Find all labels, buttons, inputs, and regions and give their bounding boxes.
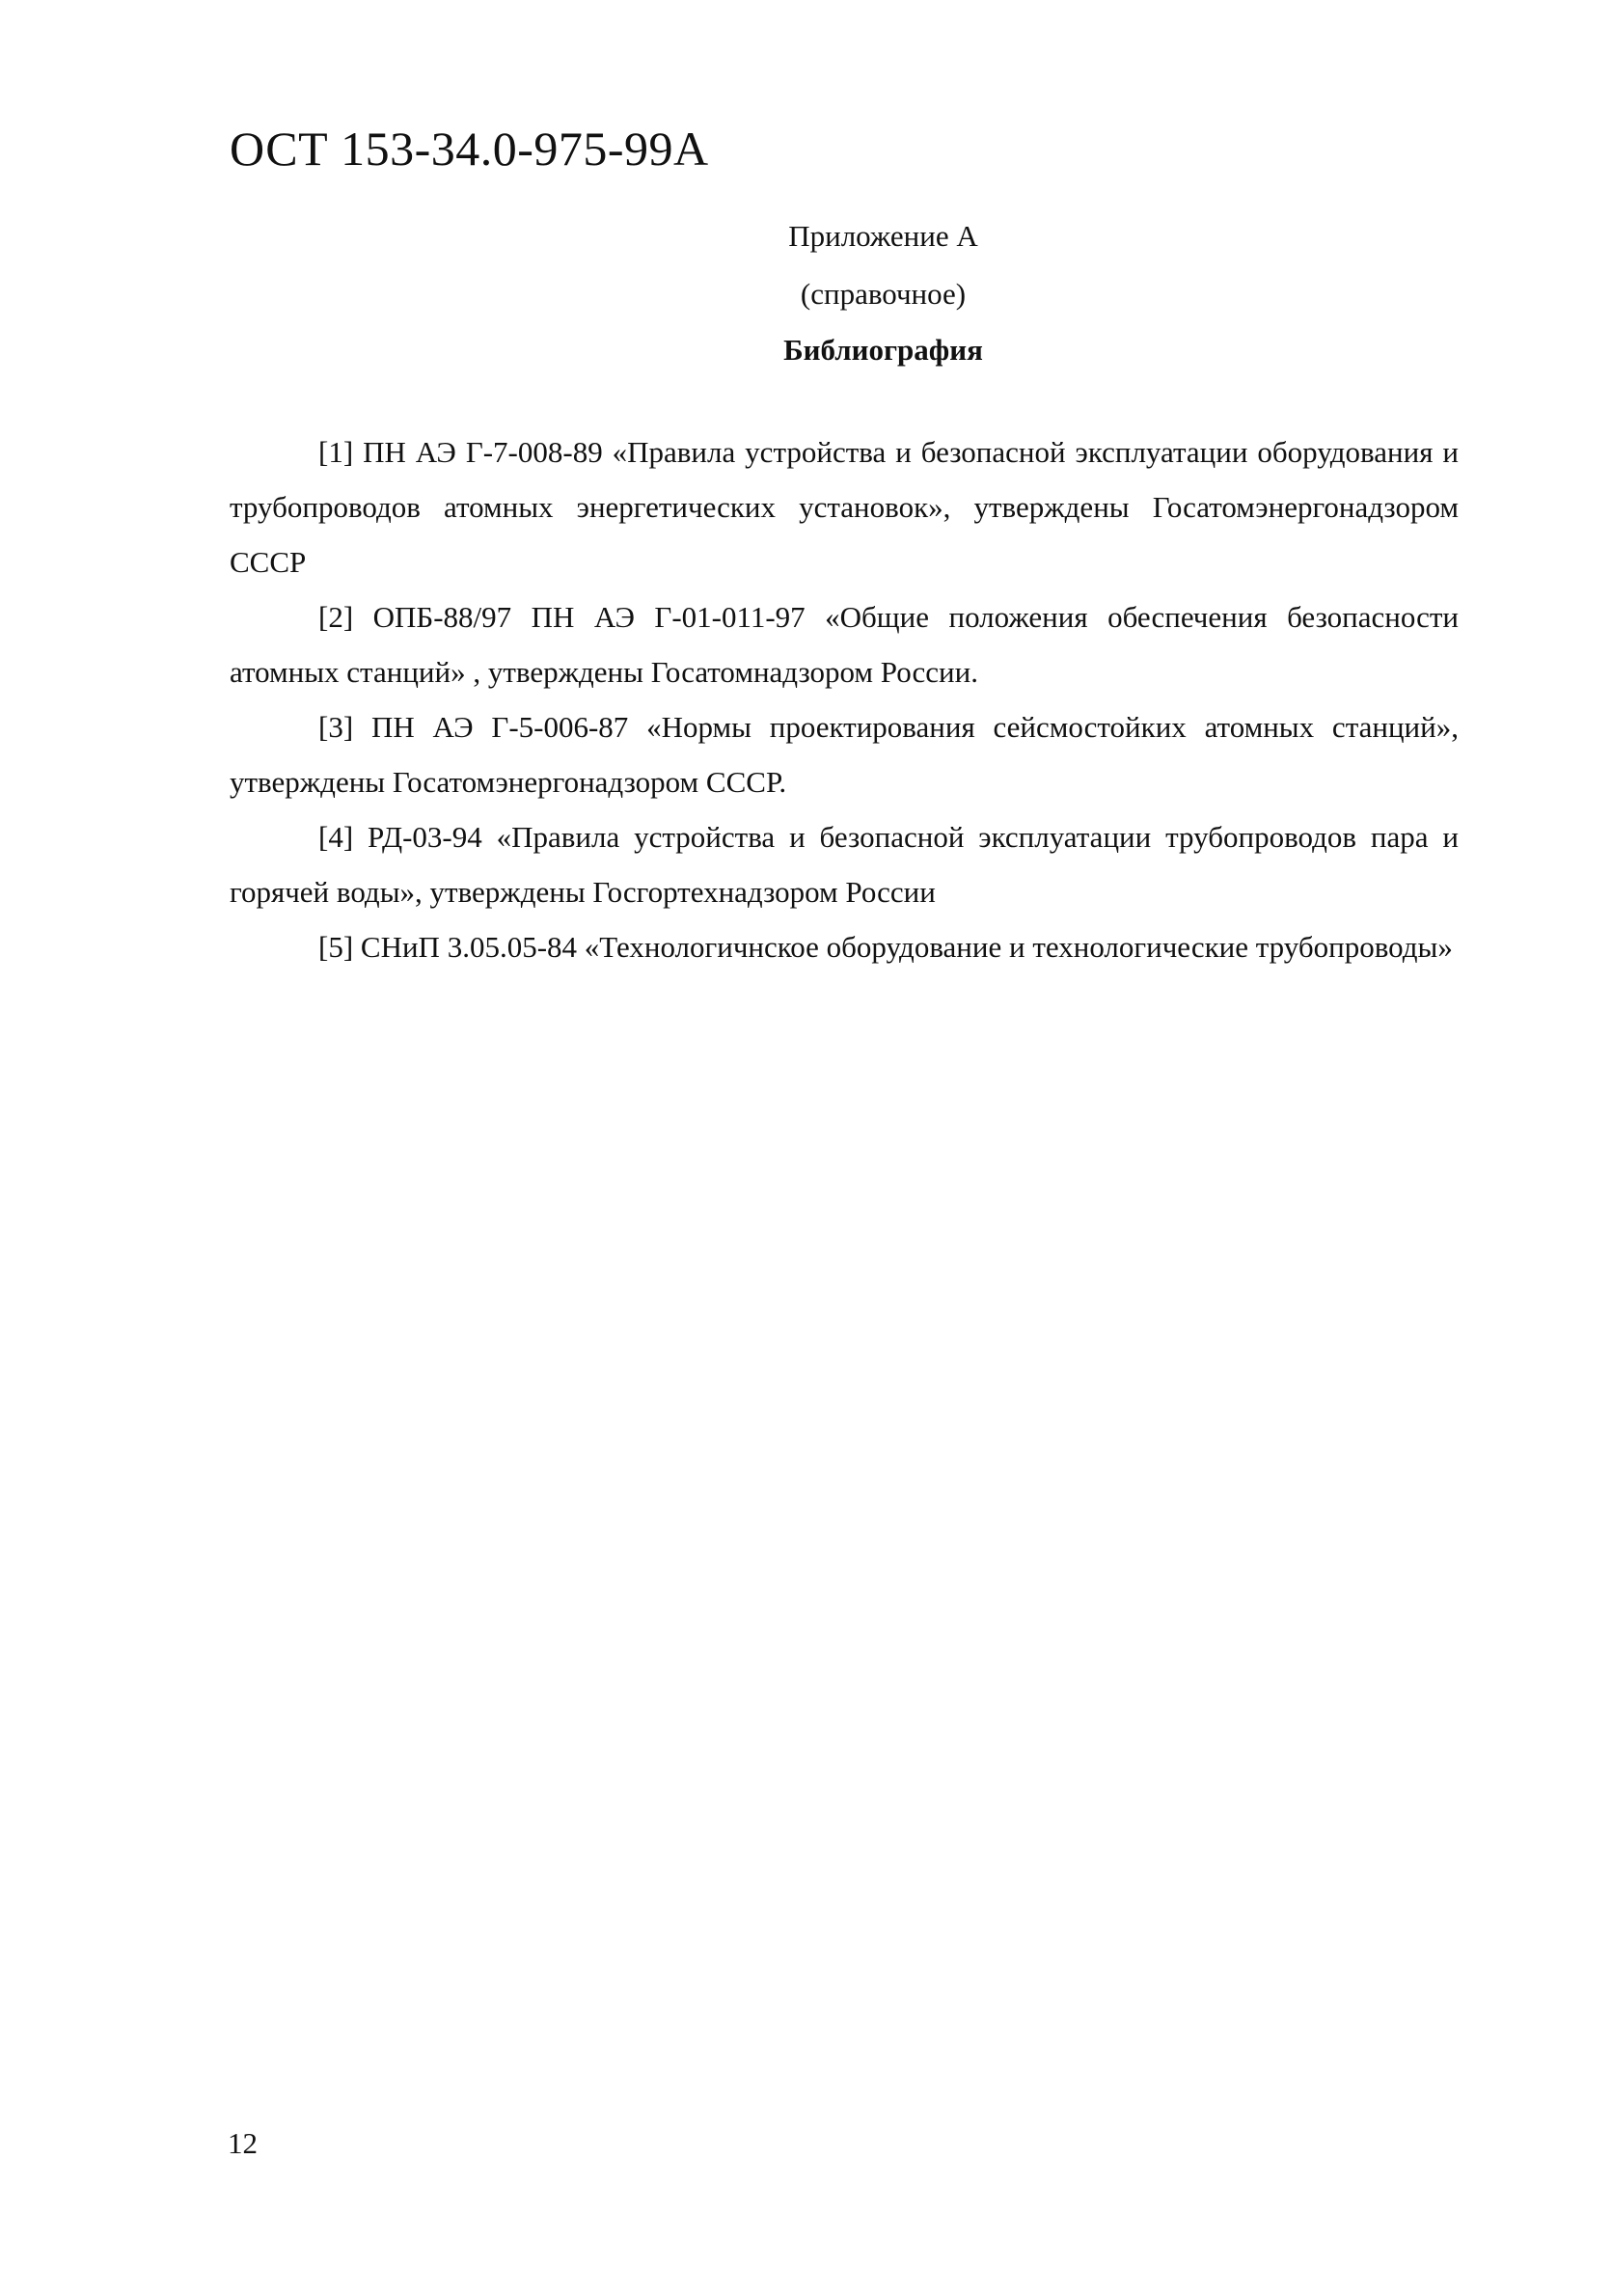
appendix-title: Приложение А: [788, 219, 978, 253]
bibliography-entry: [3] ПН АЭ Г-5-006-87 «Нормы проектирования сейсмостойких атомных станций», утверждены Госатомэнергонадзором СССР.: [230, 710, 1459, 799]
bibliography-heading: Библиография: [783, 333, 983, 367]
document-code: ОСТ 153-34.0-975-99А: [230, 122, 709, 176]
appendix-type: (справочное): [800, 277, 967, 311]
bibliography-entry: [5] СНиП 3.05.05-84 «Технологичнское оборудование и технологические трубопроводы»: [318, 930, 1453, 964]
page-number: 12: [228, 2126, 258, 2160]
bibliography-entry: [1] ПН АЭ Г-7-008-89 «Правила устройства и безопасной эксплуатации оборудования и трубопроводов атомных энергетических установок», утверждены Госатомэнергонадзором СССР: [230, 435, 1459, 579]
bibliography-entry: [2] ОПБ-88/97 ПН АЭ Г-01-011-97 «Общие положения обеспечения безопасности атомных станций» , утверждены Госатомнадзором России.: [230, 600, 1459, 689]
bibliography-entry: [4] РД-03-94 «Правила устройства и безопасной эксплуатации трубопроводов пара и горячей воды», утверждены Госгортехнадзором России: [230, 820, 1459, 909]
bibliography-list: [230, 424, 1459, 974]
